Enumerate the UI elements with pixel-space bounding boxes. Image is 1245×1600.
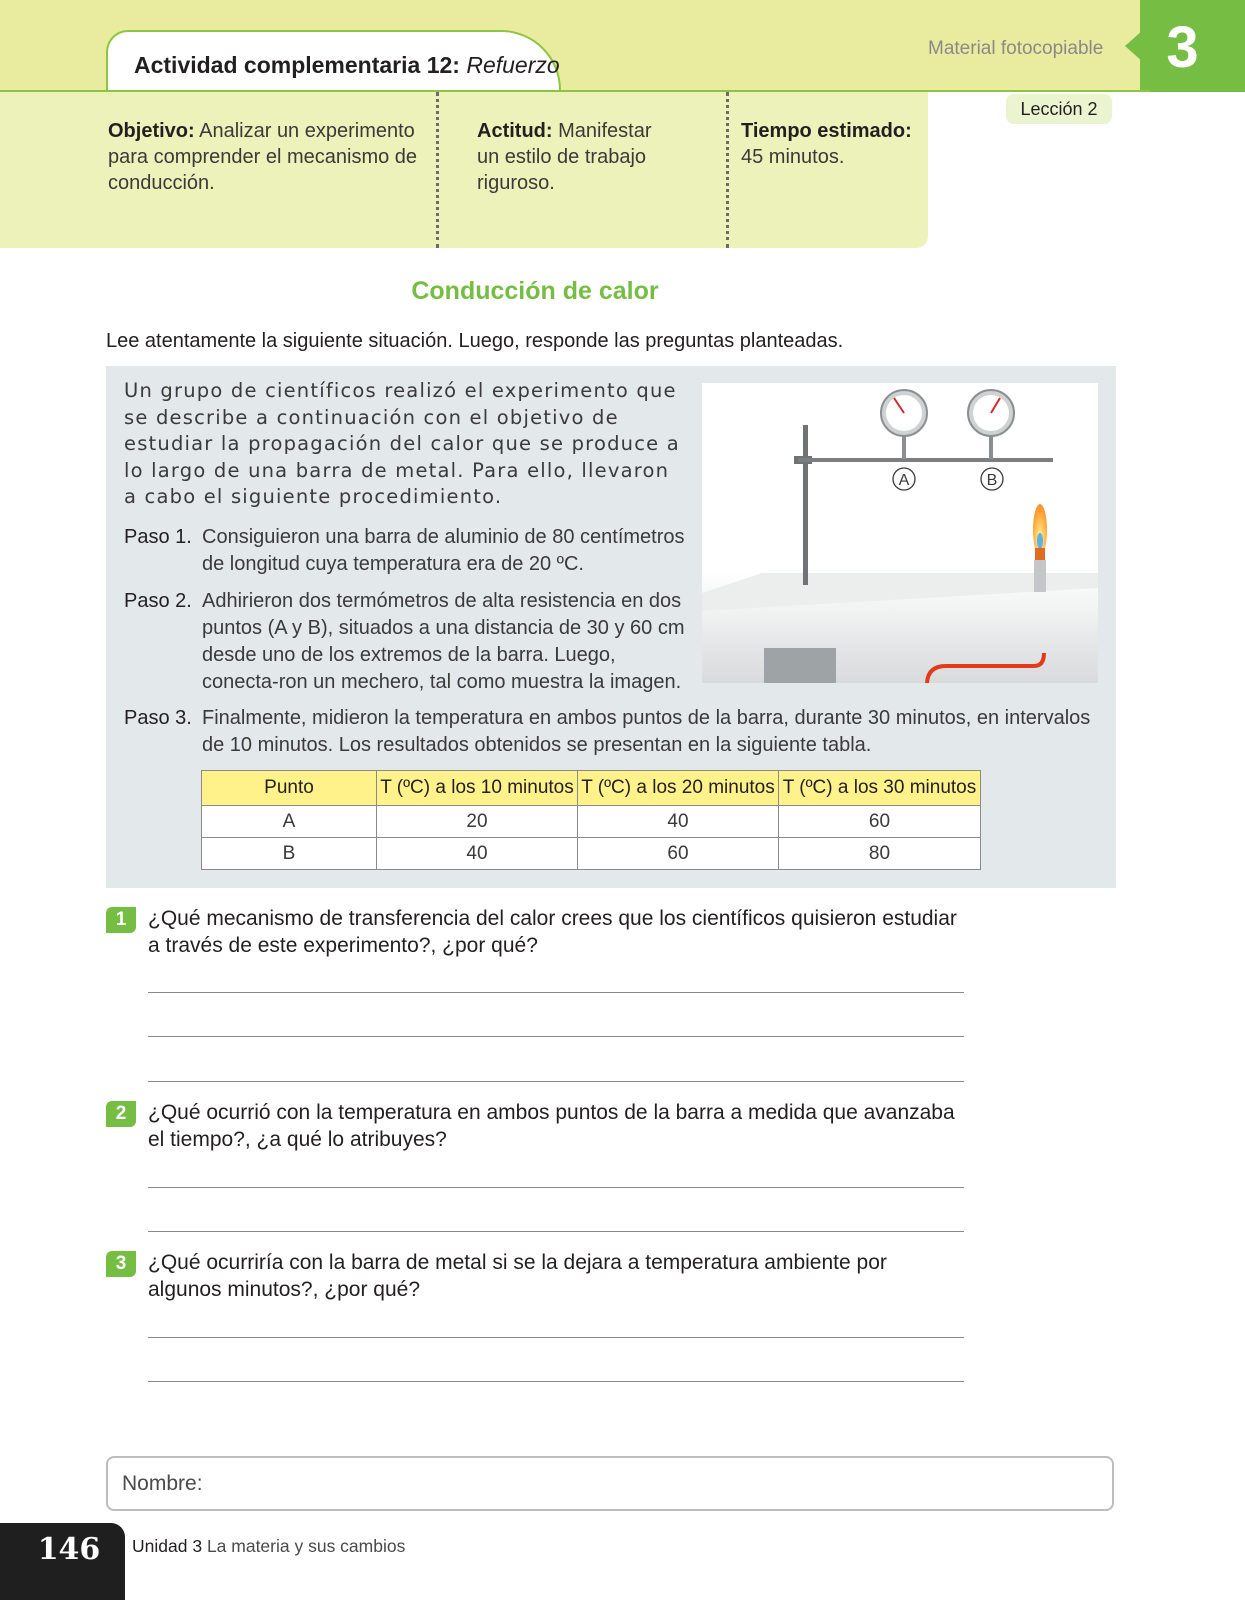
info-separator bbox=[726, 92, 729, 248]
attitude-label: Actitud: bbox=[477, 120, 553, 142]
table-cell: B bbox=[202, 838, 377, 870]
name-label: Nombre: bbox=[122, 1472, 203, 1495]
table-header-row bbox=[202, 771, 981, 806]
footer-unit-label: Unidad 3 bbox=[132, 1536, 203, 1556]
activity-title bbox=[134, 52, 560, 79]
step-label: Paso 1. bbox=[124, 526, 192, 548]
objective-block bbox=[108, 118, 428, 196]
footer-unit bbox=[132, 1536, 405, 1557]
answer-line[interactable] bbox=[148, 1081, 964, 1082]
table-cell: 80 bbox=[779, 838, 981, 870]
name-field[interactable] bbox=[106, 1456, 1114, 1511]
activity-title-sub: Refuerzo bbox=[466, 52, 560, 78]
attitude-text: Manifestar un estilo de trabajo riguroso. bbox=[477, 120, 652, 194]
answer-line[interactable] bbox=[148, 1231, 964, 1232]
metal-bar bbox=[798, 458, 1053, 462]
header-divider bbox=[0, 90, 1150, 92]
stand-rod bbox=[803, 425, 808, 585]
table-row bbox=[202, 838, 981, 870]
answer-line[interactable] bbox=[148, 1381, 964, 1382]
intro-text: Lee atentamente la siguiente situación. Luego, responde las preguntas planteadas. bbox=[106, 330, 844, 352]
activity-title-main: Actividad complementaria 12: bbox=[134, 52, 460, 78]
question-number-3: 3 bbox=[106, 1251, 136, 1277]
unit-number: 3 bbox=[1166, 15, 1199, 80]
answer-line[interactable] bbox=[148, 992, 964, 993]
step-label: Paso 3. bbox=[124, 707, 192, 729]
lesson-tag: Lección 2 bbox=[1006, 94, 1112, 124]
table-leg bbox=[764, 648, 836, 683]
case-paragraph: Un grupo de científicos realizó el experimento que se describe a continuación con el objetivo de estudiar la propagación del calor que se produce a lo largo de una barra de metal. Para ello, llevaron a cabo el siguiente procedimiento. bbox=[124, 379, 680, 508]
answer-line[interactable] bbox=[148, 1036, 964, 1037]
time-label: Tiempo estimado: bbox=[741, 120, 912, 142]
table-cell: 60 bbox=[779, 806, 981, 838]
step-1 bbox=[124, 524, 694, 578]
answer-line[interactable] bbox=[148, 1187, 964, 1188]
results-table bbox=[201, 770, 981, 870]
section-title: Conducción de calor bbox=[411, 277, 659, 305]
step-text: Finalmente, midieron la temperatura en ambos puntos de la barra, durante 30 minutos, en intervalos de 10 minutos. Los resultados obtenidos se presentan en la siguiente tabla. bbox=[202, 707, 1091, 756]
table-header-cell: T (ºC) a los 30 minutos bbox=[779, 771, 981, 806]
answer-line[interactable] bbox=[148, 1337, 964, 1338]
table-cell: A bbox=[202, 806, 377, 838]
time-block bbox=[741, 118, 921, 170]
step-2 bbox=[124, 588, 694, 696]
question-1-text: ¿Qué mecanismo de transferencia del calor crees que los científicos quisieron estudiar a través de este experimento?, ¿por qué? bbox=[148, 907, 957, 957]
question-3-text: ¿Qué ocurriría con la barra de metal si se la dejara a temperatura ambiente por algunos minutos?, ¿por qué? bbox=[148, 1251, 887, 1301]
objective-text: Analizar un experimento para comprender el mecanismo de conducción. bbox=[108, 120, 418, 194]
table-header-cell: T (ºC) a los 20 minutos bbox=[578, 771, 779, 806]
question-number-2: 2 bbox=[106, 1101, 136, 1127]
info-separator bbox=[436, 92, 439, 248]
burner bbox=[1033, 504, 1047, 592]
table-row bbox=[202, 806, 981, 838]
label-b: B bbox=[986, 472, 998, 489]
thermometer-a bbox=[881, 390, 927, 459]
label-a: A bbox=[898, 472, 910, 489]
question-number-1: 1 bbox=[106, 907, 136, 933]
table-cell: 40 bbox=[578, 806, 779, 838]
table-cell: 20 bbox=[377, 806, 578, 838]
table-header-cell: T (ºC) a los 10 minutos bbox=[377, 771, 578, 806]
attitude-block bbox=[477, 118, 677, 196]
objective-label: Objetivo: bbox=[108, 120, 195, 142]
question-2-text: ¿Qué ocurrió con la temperatura en ambos puntos de la barra a medida que avanzaba el tiempo?, ¿a qué lo atribuyes? bbox=[148, 1101, 955, 1151]
material-label: Material fotocopiable bbox=[928, 38, 1104, 59]
step-3 bbox=[124, 705, 1114, 759]
step-text: Consiguieron una barra de aluminio de 80 centímetros de longitud cuya temperatura era de 20 ºC. bbox=[202, 526, 685, 575]
experiment-illustration bbox=[702, 383, 1098, 683]
time-text: 45 minutos. bbox=[741, 146, 845, 168]
table-cell: 60 bbox=[578, 838, 779, 870]
page-number: 146 bbox=[37, 1532, 101, 1567]
table-header-cell: Punto bbox=[202, 771, 377, 806]
footer-unit-title: La materia y sus cambios bbox=[206, 1536, 406, 1556]
table-cell: 40 bbox=[377, 838, 578, 870]
step-text: Adhirieron dos termómetros de alta resistencia en dos puntos (A y B), situados a una distancia de 30 y 60 cm desde uno de los extremos de la barra. Luego, conecta-ron un mechero, tal como muestra la imagen. bbox=[202, 590, 685, 693]
step-label: Paso 2. bbox=[124, 590, 192, 612]
thermometer-b bbox=[968, 390, 1014, 459]
